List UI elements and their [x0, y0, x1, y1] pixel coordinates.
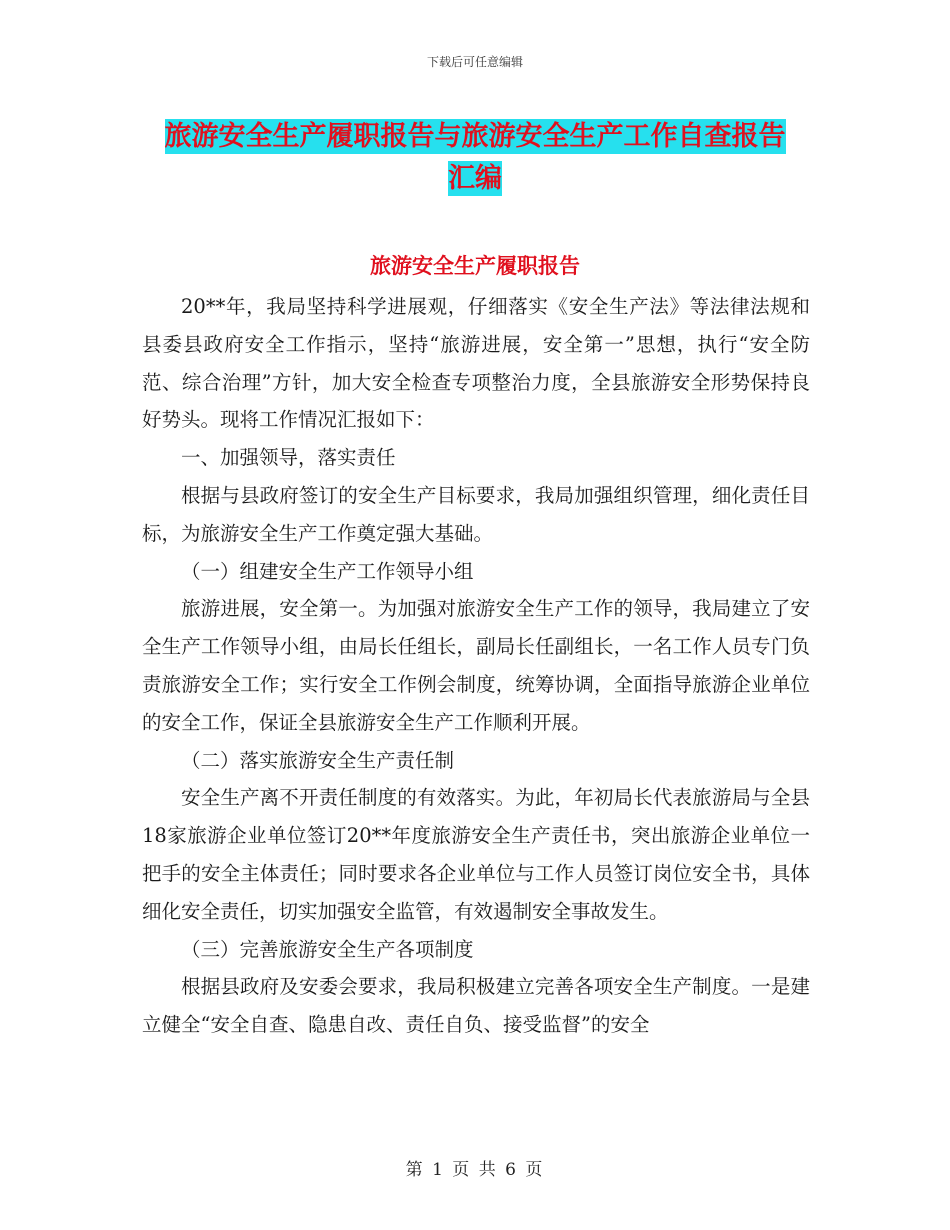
title-highlight-1: 旅游安全生产履职报告与旅游安全生产工作自查报告 [164, 121, 786, 152]
document-title-line-2 [0, 156, 950, 195]
paragraph: 根据与县政府签订的安全生产目标要求，我局加强组织管理，细化责任目标，为旅游安全生产工作奠定强大基础。 [142, 483, 810, 545]
paragraph: 安全生产离不开责任制度的有效落实。为此，年初局长代表旅游局与全县18家旅游企业单位签订20**年度旅游安全生产责任书，突出旅游企业单位一把手的安全主体责任；同时要求各企业单位与工作人员签订岗位安全书，具体细化安全责任，切实加强安全监管，有效遏制安全事故发生。 [142, 786, 810, 923]
paragraph: 旅游进展，安全第一。为加强对旅游安全生产工作的领导，我局建立了安全生产工作领导小组，由局长任组长，副局长任副组长，一名工作人员专门负责旅游安全工作；实行安全工作例会制度，统筹协调，全面指导旅游企业单位的安全工作，保证全县旅游安全生产工作顺利开展。 [142, 597, 810, 734]
page-header: 下载后可任意编辑 [426, 55, 523, 69]
section-heading: 一、加强领导，落实责任 [181, 446, 396, 470]
subsection-heading: （三）完善旅游安全生产各项制度 [181, 937, 474, 961]
document-body [142, 288, 810, 1044]
paragraph: 20**年，我局坚持科学进展观，仔细落实《安全生产法》等法律法规和县委县政府安全工作指示，坚持“旅游进展，安全第一”思想，执行“安全防范、综合治理”方针，加大安全检查专项整治力度，全县旅游安全形势保持良好势头。现将工作情况汇报如下： [142, 295, 810, 432]
paragraph: 根据县政府及安委会要求，我局积极建立完善各项安全生产制度。一是建立健全“安全自查、隐患自改、责任自负、接受监督”的安全 [142, 975, 810, 1037]
subsection-heading: （一）组建安全生产工作领导小组 [181, 559, 474, 583]
page-number-footer: 第 1 页 共 6 页 [405, 1160, 545, 1180]
section-title: 旅游安全生产履职报告 [370, 254, 580, 278]
title-highlight-2: 汇编 [448, 163, 502, 194]
document-title-line-1 [0, 114, 950, 153]
subsection-heading: （二）落实旅游安全生产责任制 [181, 748, 455, 772]
